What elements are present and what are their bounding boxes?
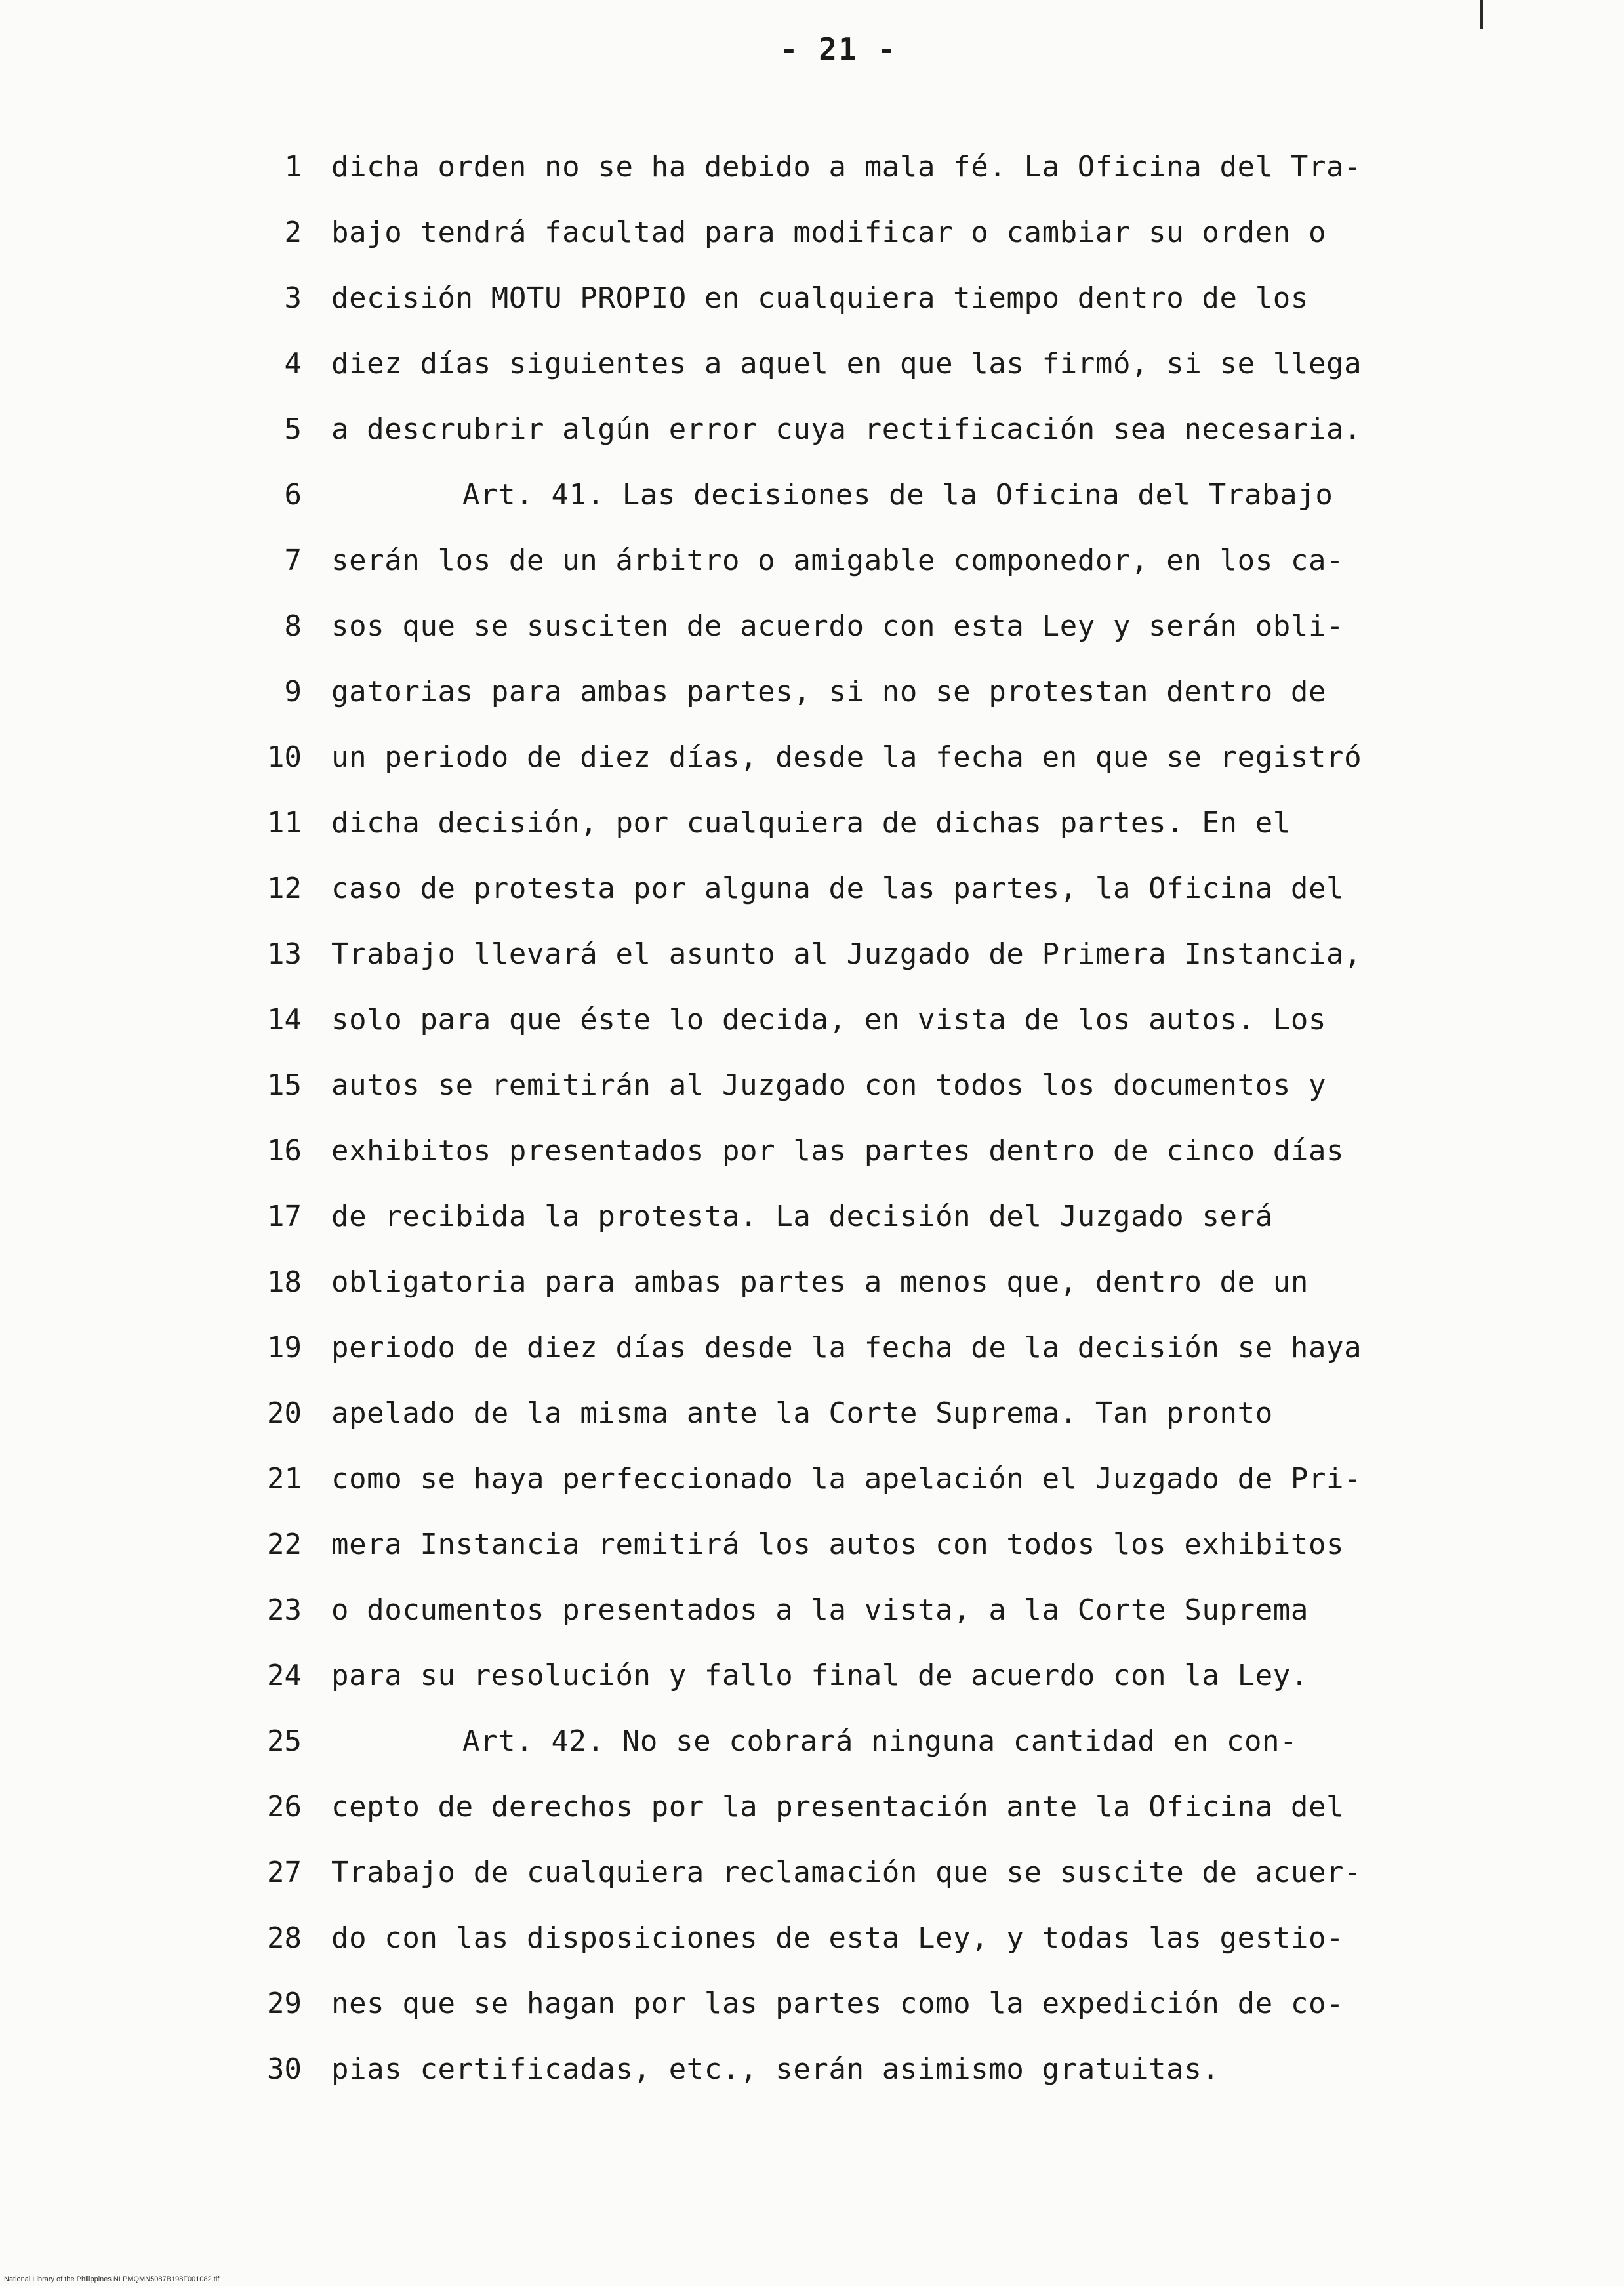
text-line <box>0 1781 1624 1833</box>
line-text: periodo de diez días desde la fecha de la decisión se haya <box>331 1331 1362 1364</box>
line-number: 28 <box>267 1921 302 1955</box>
text-line <box>0 863 1624 915</box>
text-line <box>0 666 1624 718</box>
text-line <box>0 1650 1624 1702</box>
line-text: bajo tendrá facultad para modificar o cambiar su orden o <box>331 216 1327 249</box>
line-text: pias certificadas, etc., serán asimismo gratuitas. <box>331 2052 1220 2086</box>
text-line <box>0 1847 1624 1899</box>
line-text: Trabajo de cualquiera reclamación que se suscite de acuer- <box>331 1856 1362 1889</box>
text-line <box>0 1322 1624 1374</box>
scan-footer: National Library of the Philippines NLPMQMN5087B198F001082.tif <box>4 2276 220 2283</box>
line-text: dicha decisión, por cualquiera de dichas partes. En el <box>331 806 1291 840</box>
line-number: 3 <box>284 281 302 315</box>
line-text: como se haya perfeccionado la apelación el Juzgado de Pri- <box>331 1462 1362 1496</box>
text-line <box>0 1059 1624 1112</box>
text-line <box>0 2043 1624 2096</box>
line-text: de recibida la protesta. La decisión del Juzgado será <box>331 1200 1273 1233</box>
text-line <box>0 141 1624 194</box>
line-number: 26 <box>267 1790 302 1824</box>
text-line <box>0 403 1624 456</box>
line-text: gatorias para ambas partes, si no se protestan dentro de <box>331 675 1327 708</box>
text-line <box>0 1912 1624 1965</box>
line-text: obligatoria para ambas partes a menos que, dentro de un <box>331 1265 1309 1299</box>
text-line <box>0 731 1624 784</box>
text-line <box>0 600 1624 653</box>
line-text: solo para que éste lo decida, en vista de los autos. Los <box>331 1003 1327 1036</box>
text-line <box>0 1453 1624 1505</box>
line-text: dicha orden no se ha debido a mala fé. La Oficina del Tra- <box>331 150 1362 184</box>
line-number: 2 <box>284 216 302 249</box>
line-text: Trabajo llevará el asunto al Juzgado de Primera Instancia, <box>331 937 1362 971</box>
line-number: 15 <box>267 1069 302 1102</box>
line-text: decisión MOTU PROPIO en cualquiera tiempo dentro de los <box>331 281 1309 315</box>
line-text: serán los de un árbitro o amigable componedor, en los ca- <box>331 544 1345 577</box>
line-number: 16 <box>267 1134 302 1168</box>
line-number: 27 <box>267 1856 302 1889</box>
text-line <box>0 1191 1624 1243</box>
line-text: Art. 41. Las decisiones de la Oficina del Trabajo <box>462 478 1333 512</box>
line-number: 10 <box>267 741 302 774</box>
line-number: 14 <box>267 1003 302 1036</box>
line-text: mera Instancia remitirá los autos con todos los exhibitos <box>331 1528 1345 1561</box>
line-text: para su resolución y fallo final de acuerdo con la Ley. <box>331 1659 1309 1692</box>
line-number: 4 <box>284 347 302 380</box>
line-number: 20 <box>267 1397 302 1430</box>
line-number: 9 <box>284 675 302 708</box>
line-text: o documentos presentados a la vista, a la Corte Suprema <box>331 1593 1309 1627</box>
line-text: un periodo de diez días, desde la fecha en que se registró <box>331 741 1362 774</box>
text-line <box>0 207 1624 259</box>
line-number: 30 <box>267 2052 302 2086</box>
text-line <box>0 1125 1624 1177</box>
text-line <box>0 338 1624 390</box>
text-line <box>0 797 1624 849</box>
line-number: 19 <box>267 1331 302 1364</box>
line-number: 12 <box>267 872 302 905</box>
line-text: Art. 42. No se cobrará ninguna cantidad en con- <box>462 1725 1298 1758</box>
line-number: 29 <box>267 1987 302 2020</box>
text-line <box>0 1387 1624 1440</box>
line-text: sos que se susciten de acuerdo con esta Ley y serán obli- <box>331 609 1345 643</box>
line-text: diez días siguientes a aquel en que las firmó, si se llega <box>331 347 1362 380</box>
line-number: 21 <box>267 1462 302 1496</box>
text-line <box>0 928 1624 981</box>
text-line <box>0 1256 1624 1309</box>
line-text: autos se remitirán al Juzgado con todos los documentos y <box>331 1069 1327 1102</box>
line-number: 5 <box>284 413 302 446</box>
text-line <box>0 1584 1624 1637</box>
line-number: 25 <box>267 1725 302 1758</box>
line-number: 13 <box>267 937 302 971</box>
line-number: 17 <box>267 1200 302 1233</box>
line-number: 7 <box>284 544 302 577</box>
line-text: a descrubrir algún error cuya rectificación sea necesaria. <box>331 413 1362 446</box>
text-line <box>0 1715 1624 1768</box>
line-text: exhibitos presentados por las partes dentro de cinco días <box>331 1134 1345 1168</box>
line-number: 1 <box>284 150 302 184</box>
text-line <box>0 994 1624 1046</box>
text-line <box>0 535 1624 587</box>
line-text: cepto de derechos por la presentación ante la Oficina del <box>331 1790 1345 1824</box>
line-number: 18 <box>267 1265 302 1299</box>
page-number: - 21 - <box>779 31 897 67</box>
line-number: 24 <box>267 1659 302 1692</box>
line-number: 23 <box>267 1593 302 1627</box>
line-number: 22 <box>267 1528 302 1561</box>
text-line <box>0 469 1624 521</box>
line-text: apelado de la misma ante la Corte Suprema. Tan pronto <box>331 1397 1273 1430</box>
text-line <box>0 1978 1624 2030</box>
text-line <box>0 272 1624 325</box>
line-text: do con las disposiciones de esta Ley, y todas las gestio- <box>331 1921 1345 1955</box>
line-number: 6 <box>284 478 302 512</box>
line-number: 8 <box>284 609 302 643</box>
line-text: nes que se hagan por las partes como la expedición de co- <box>331 1987 1345 2020</box>
line-number: 11 <box>267 806 302 840</box>
line-text: caso de protesta por alguna de las partes, la Oficina del <box>331 872 1345 905</box>
text-line <box>0 1519 1624 1571</box>
